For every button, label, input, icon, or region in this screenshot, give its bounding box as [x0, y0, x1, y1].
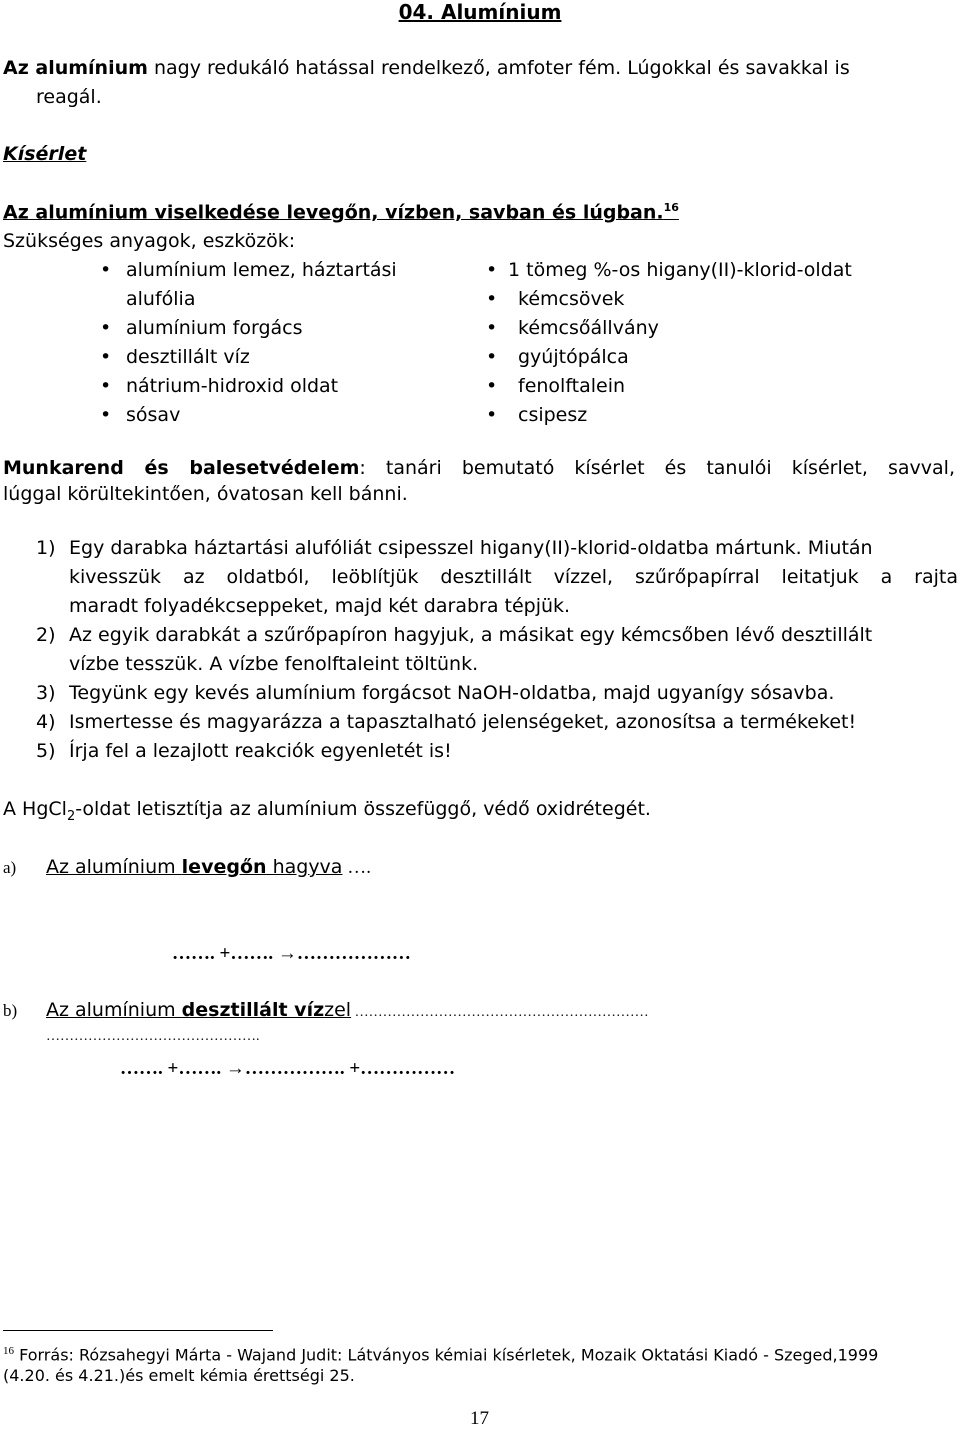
- step-line: kivesszük az oldatból, leöblítjük desztillált vízzel, szűrőpapírral leitatjuk a rajta: [69, 566, 958, 588]
- safety-line-2: lúggal körültekintően, óvatosan kell bánni.: [3, 483, 408, 505]
- part-b-dots-line-2: ……………………………………….: [46, 1029, 260, 1044]
- list-item: • fenolftalein: [486, 372, 852, 401]
- footnote-line-1: [3, 1345, 878, 1364]
- step-number: 3): [36, 682, 56, 704]
- part-a-heading: [46, 856, 371, 879]
- intro-bold: Az alumínium: [3, 57, 148, 79]
- intro-line-1: [3, 57, 850, 79]
- materials-right-list: [486, 256, 852, 430]
- step-number: 5): [36, 740, 56, 762]
- part-a-equation: ……. +……. →………………: [172, 943, 411, 964]
- list-item: • kémcsőállvány: [486, 314, 852, 343]
- safety-rest: : tanári bemutató kísérlet és tanulói kísérlet, savval,: [359, 457, 955, 479]
- safety-bold: Munkarend és balesetvédelem: [3, 457, 360, 479]
- list-item: • alumínium forgács: [100, 314, 397, 343]
- experiment-subheading: [3, 201, 679, 223]
- step-line: Írja fel a lezajlott reakciók egyenletét is!: [69, 740, 452, 762]
- part-a-label: a): [3, 858, 17, 877]
- part-b-label: b): [3, 1001, 18, 1020]
- part-a-title: Az alumínium levegőn hagyva: [46, 856, 343, 878]
- step-number: 4): [36, 711, 56, 733]
- footnote-ref: 16: [663, 201, 679, 214]
- list-item: • alumínium lemez, háztartási alufólia: [100, 256, 397, 314]
- step-line: Ismertesse és magyarázza a tapasztalható jelenségeket, azonosítsa a termékeket!: [69, 711, 857, 733]
- step-line: vízbe tesszük. A vízbe fenolftaleint töltünk.: [69, 653, 479, 675]
- page-number: 17: [470, 1408, 489, 1429]
- part-a-dots: ….: [342, 857, 371, 878]
- page-title: 04. Alumínium: [398, 0, 562, 24]
- part-b-equation: ……. +……. →……………. +……………: [120, 1058, 456, 1079]
- part-b-heading: [46, 999, 649, 1021]
- step-number: 2): [36, 624, 56, 646]
- part-b-dots: ………………………………………………………: [351, 1005, 649, 1020]
- list-item: • kémcsövek: [486, 285, 852, 314]
- list-item: • csipesz: [486, 401, 852, 430]
- list-item: • gyújtópálca: [486, 343, 852, 372]
- subheading-text: Az alumínium viselkedése levegőn, vízben, savban és lúgban.: [3, 201, 664, 224]
- experiment-heading: Kísérlet: [3, 143, 87, 165]
- footnote-divider: [3, 1330, 273, 1331]
- materials-left-list: [100, 256, 397, 430]
- step-line: Egy darabka háztartási alufóliát csipesszel higany(II)-klorid-oldatba mártunk. Miután: [69, 537, 873, 559]
- step-line: Tegyünk egy kevés alumínium forgácsot NaOH-oldatba, majd ugyanígy sósavba.: [69, 682, 835, 704]
- list-item: • desztillált víz: [100, 343, 397, 372]
- step-line: Az egyik darabkát a szűrőpapíron hagyjuk, a másikat egy kémcsőben lévő desztillált: [69, 624, 873, 646]
- materials-label: Szükséges anyagok, eszközök:: [3, 230, 296, 252]
- step-line: maradt folyadékcseppeket, majd két darabra tépjük.: [69, 595, 571, 617]
- intro-line-2: reagál.: [36, 86, 102, 108]
- intro-rest: nagy redukáló hatással rendelkező, amfoter fém. Lúgokkal és savakkal is: [147, 57, 850, 79]
- footnote-text: Forrás: Rózsahegyi Márta - Wajand Judit: Látványos kémiai kísérletek, Mozaik Oktatási Kiadó - Szeged,1999: [14, 1345, 879, 1365]
- list-item: • sósav: [100, 401, 397, 430]
- step-number: 1): [36, 537, 56, 559]
- list-item: • 1 tömeg %-os higany(II)-klorid-oldat: [486, 256, 852, 285]
- hgcl2-statement: A HgCl$_2$-oldat letisztítja az alumínium összefüggő, védő oxidrétegét.: [3, 798, 651, 824]
- footnote-number: 16: [3, 1345, 14, 1357]
- list-item: • nátrium-hidroxid oldat: [100, 372, 397, 401]
- footnote-line-2: (4.20. és 4.21.)és emelt kémia érettségi 25.: [3, 1366, 355, 1385]
- safety-line-1: [3, 457, 955, 479]
- hgcl2-subscript: 2: [66, 808, 76, 824]
- part-b-title: Az alumínium desztillált vízzel: [46, 999, 352, 1021]
